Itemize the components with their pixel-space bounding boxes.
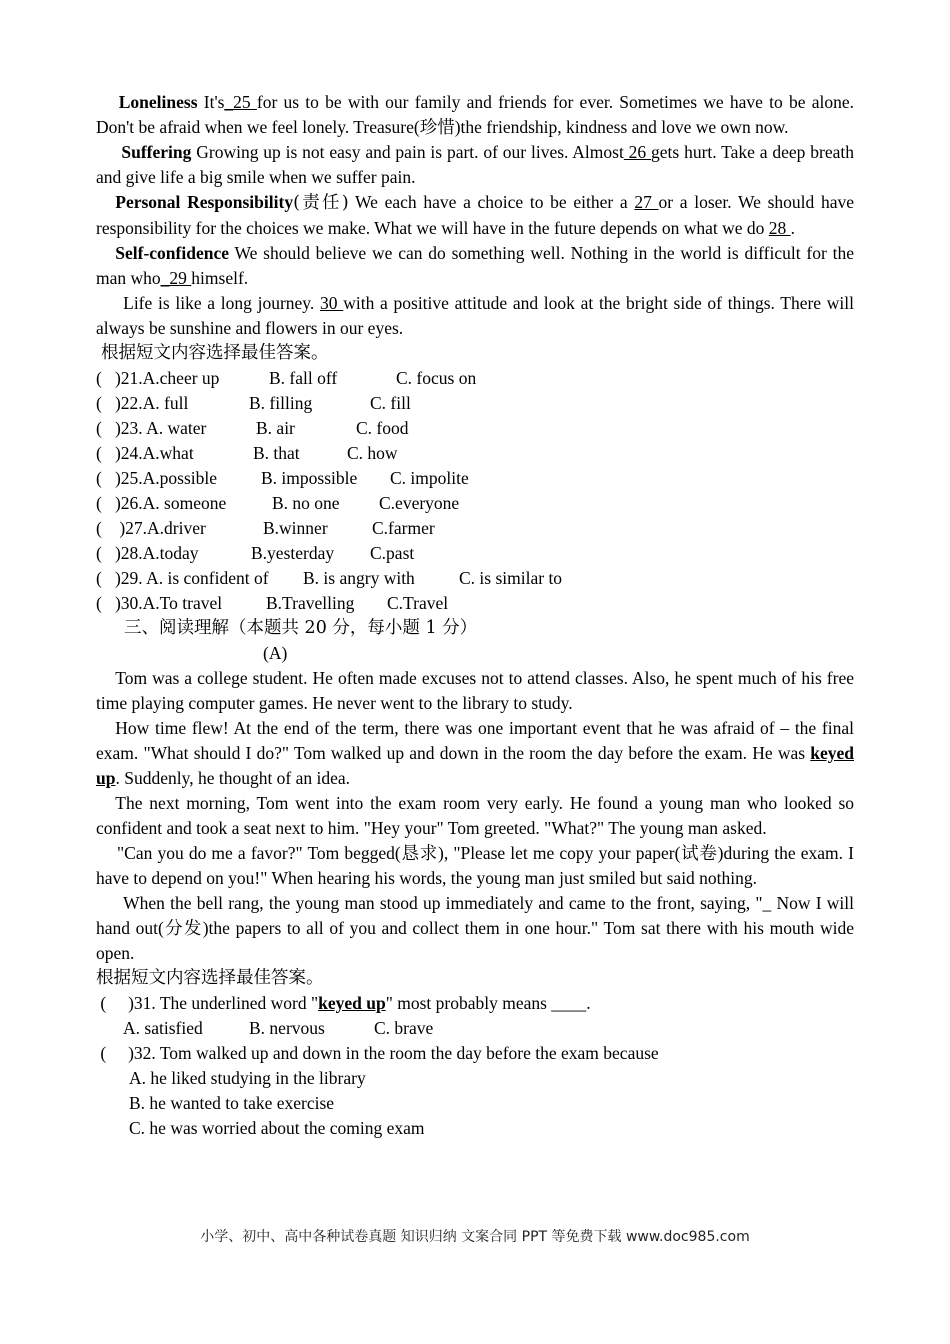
blank-25: _25 bbox=[224, 92, 257, 112]
question-list-1 bbox=[96, 366, 854, 616]
paragraph-a2: How time flew! At the end of the term, there was one important event that he was afraid of – the final exam. "What should I do?" Tom walked up and down in the room the day before the exam. He was keyed up. Suddenly, he thought of an idea. bbox=[96, 718, 854, 788]
underlined-keyed-up: keyed up bbox=[96, 743, 854, 788]
blank-30: 30 bbox=[320, 293, 344, 313]
paragraph-confidence: Self-confidence We should believe we can do something well. Nothing in the world is difficult for the man who_29 himself. bbox=[96, 243, 854, 288]
question-32-option-b: B. he wanted to take exercise bbox=[129, 1093, 335, 1113]
question-32-option-c: C. he was worried about the coming exam bbox=[129, 1118, 425, 1138]
footer: 小学、初中、高中各种试卷真题 知识归纳 文案合同 PPT 等免费下载 www.doc985.com bbox=[200, 1229, 750, 1245]
paragraph-a3: The next morning, Tom went into the exam room very early. He found a young man who looked so confident and took a seat next to him. "Hey your" Tom greeted. "What?" The young man asked. bbox=[96, 793, 854, 838]
document-body bbox=[96, 90, 854, 1141]
question-22: ( )22.A. full B. filling C. fill bbox=[96, 393, 411, 413]
question-25: ( )25.A.possible B. impossible C. impolite bbox=[96, 468, 469, 488]
question-31: ( )31. The underlined word "keyed up" most probably means ____. bbox=[96, 993, 591, 1013]
blank-27: 27 bbox=[634, 192, 659, 212]
heading-loneliness: Loneliness bbox=[118, 92, 198, 112]
paragraph-responsibility: Personal Responsibility(责任) We each have a choice to be either a 27 or a loser. We should have responsibility for the choices we make. What we will have in the future depends on what we do 28 . bbox=[96, 192, 855, 238]
question-26: ( )26.A. someone B. no one C.everyone bbox=[96, 493, 460, 513]
paragraph-suffering: Suffering Growing up is not easy and pain is part. of our lives. Almost 26 gets hurt. Take a deep breath and give life a big smile when we suffer pain. bbox=[96, 142, 854, 187]
paragraph-a5: When the bell rang, the young man stood up immediately and came to the front, saying, "_ Now I will hand out(分发)the papers to all of you and collect them in one hour." Tom sat there with his mouth wide open. bbox=[96, 893, 854, 963]
question-31-keyword: keyed up bbox=[318, 993, 386, 1013]
section-title: 三、阅读理解（本题共 20 分，每小题 1 分） bbox=[124, 618, 478, 638]
question-29: ( )29. A. is confident of B. is angry with C. is similar to bbox=[96, 568, 563, 588]
question-27: ( )27.A.driver B.winner C.farmer bbox=[96, 518, 435, 538]
passage-label: (A) bbox=[263, 643, 288, 663]
instruction-1: 根据短文内容选择最佳答案。 bbox=[101, 343, 329, 363]
paragraph-a4: "Can you do me a favor?" Tom begged(恳求), "Please let me copy your paper(试卷)during the exam. I have to depend on you!" When hearing his words, the young man just smiled but said nothing. bbox=[96, 843, 854, 888]
heading-suffering: Suffering bbox=[121, 142, 192, 162]
paragraph-life: Life is like a long journey. 30 with a positive attitude and look at the bright side of things. There will always be sunshine and flowers in our eyes. bbox=[96, 293, 855, 338]
question-23: ( )23. A. water B. air C. food bbox=[96, 418, 409, 438]
paragraph-a1: Tom was a college student. He often made excuses not to attend classes. Also, he spent much of his free time playing computer games. He never went to the library to study. bbox=[96, 668, 854, 713]
instruction-2: 根据短文内容选择最佳答案。 bbox=[96, 968, 324, 988]
blank-26: 26 bbox=[623, 142, 652, 162]
question-28: ( )28.A.today B.yesterday C.past bbox=[96, 543, 415, 563]
blank-28: 28 bbox=[768, 218, 791, 238]
question-30: ( )30.A.To travel B.Travelling C.Travel bbox=[96, 593, 449, 613]
question-32: ( )32. Tom walked up and down in the room the day before the exam because bbox=[96, 1043, 659, 1063]
heading-confidence: Self-confidence bbox=[115, 243, 229, 263]
question-21: ( )21.A.cheer up B. fall off C. focus on bbox=[96, 368, 477, 388]
question-24: ( )24.A.what B. that C. how bbox=[96, 443, 398, 463]
blank-29: _29 bbox=[160, 268, 192, 288]
question-31-options: A. satisfied B. nervous C. brave bbox=[123, 1018, 434, 1038]
paragraph-loneliness: Loneliness It's_25 for us to be with our family and friends for ever. Sometimes we have to be alone. Don't be afraid when we feel lonely. Treasure(珍惜)the friendship, kindness and love we own now. bbox=[96, 92, 854, 137]
heading-responsibility: Personal Responsibility bbox=[115, 192, 294, 212]
question-32-option-a: A. he liked studying in the library bbox=[129, 1068, 366, 1088]
